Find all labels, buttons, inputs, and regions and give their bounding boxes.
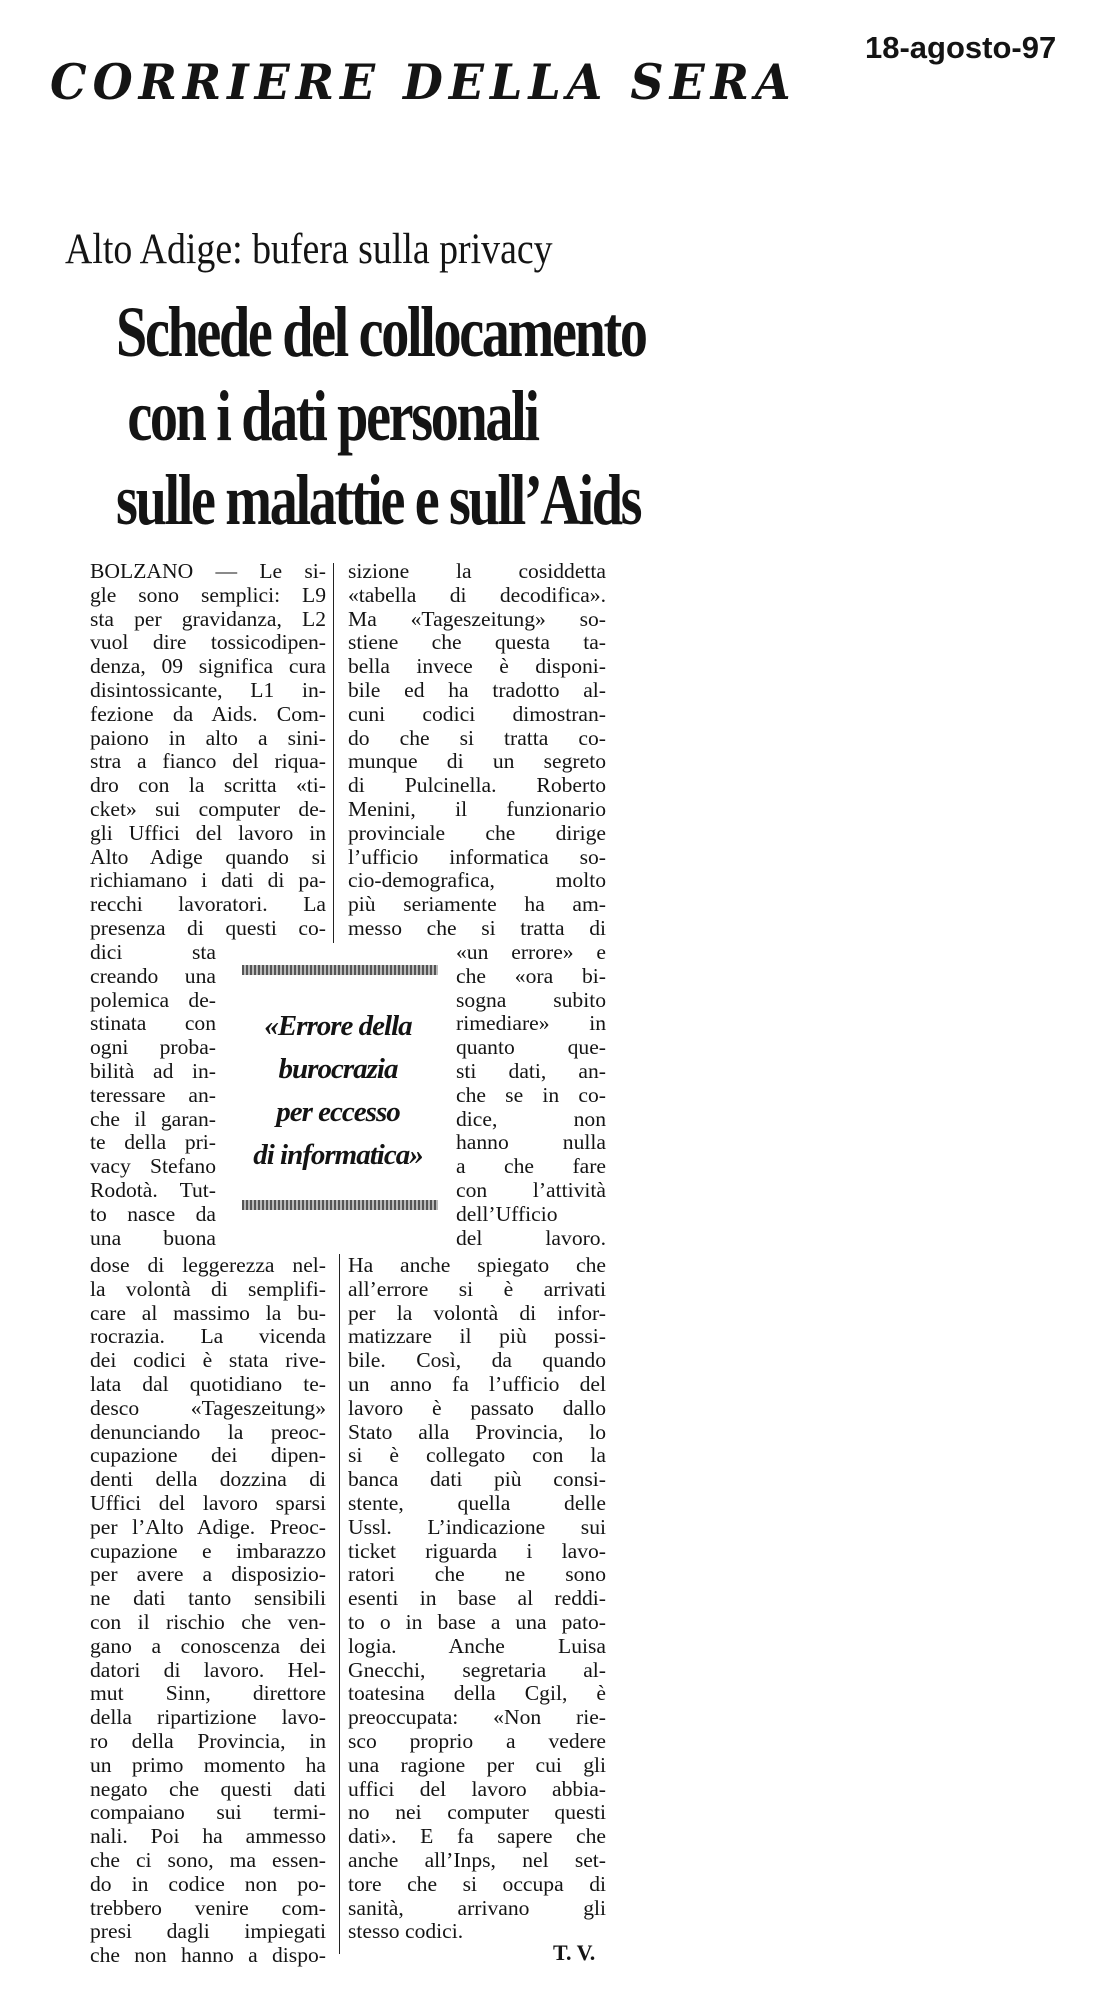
text-line: che il garan- bbox=[90, 1107, 216, 1131]
text-line: che non hanno a dispo- bbox=[90, 1944, 326, 1968]
text-line: quanto que- bbox=[456, 1036, 606, 1060]
pull-quote-line: burocrazia bbox=[278, 1053, 398, 1085]
pull-quote-line: per eccesso bbox=[276, 1096, 400, 1128]
text-line: «un errore» e bbox=[456, 941, 606, 964]
text-line: più seriamente ha am- bbox=[348, 893, 606, 917]
text-line: bilità ad in- bbox=[90, 1059, 216, 1083]
text-line: ticket riguarda i lavo- bbox=[348, 1539, 606, 1563]
text-line: to o in base a una pato- bbox=[348, 1610, 606, 1634]
text-line: denunciando la preoc- bbox=[90, 1420, 326, 1444]
text-line: richiamano i dati di pa- bbox=[90, 869, 326, 893]
pull-quote-rule bbox=[242, 1200, 438, 1210]
text-line: rocrazia. La vicenda bbox=[90, 1325, 326, 1349]
headline-line: con i dati personali bbox=[127, 376, 538, 456]
text-line: l’ufficio informatica so- bbox=[348, 845, 606, 869]
text-line: Gnecchi, segretaria al- bbox=[348, 1658, 606, 1682]
text-line: matizzare il più possi- bbox=[348, 1325, 606, 1349]
text-line: la volontà di semplifi- bbox=[90, 1277, 326, 1301]
text-line: lata dal quotidiano te- bbox=[90, 1372, 326, 1396]
pull-quote-box bbox=[234, 965, 442, 1210]
text-line: do che si tratta co- bbox=[348, 726, 606, 750]
text-line: Stato alla Provincia, lo bbox=[348, 1420, 606, 1444]
text-line: della ripartizione lavo- bbox=[90, 1706, 326, 1730]
text-line: lavoro è passato dallo bbox=[348, 1396, 606, 1420]
column-divider bbox=[339, 1254, 340, 1954]
text-line: denti della dozzina di bbox=[90, 1468, 326, 1492]
newspaper-masthead: CORRIERE DELLA SERA bbox=[50, 53, 797, 111]
text-line: BOLZANO — Le si- bbox=[90, 560, 326, 583]
text-line: una buona bbox=[90, 1226, 216, 1250]
text-line: hanno nulla bbox=[456, 1131, 606, 1155]
text-line: dice, non bbox=[456, 1107, 606, 1131]
article-column-1-top bbox=[90, 560, 326, 941]
text-line: ro della Provincia, in bbox=[90, 1729, 326, 1753]
text-line: anche all’Inps, nel set- bbox=[348, 1848, 606, 1872]
text-line: compaiano sui termi- bbox=[90, 1801, 326, 1825]
text-line: banca dati più consi- bbox=[348, 1468, 606, 1492]
text-line: no nei computer questi bbox=[348, 1801, 606, 1825]
text-line: denza, 09 significa cura bbox=[90, 655, 326, 679]
text-line: stiene che questa ta- bbox=[348, 631, 606, 655]
text-line: preoccupata: «Non rie- bbox=[348, 1706, 606, 1730]
text-line: gli Uffici del lavoro in bbox=[90, 821, 326, 845]
text-line: uffici del lavoro abbia- bbox=[348, 1777, 606, 1801]
text-line: ne dati tanto sensibili bbox=[90, 1587, 326, 1611]
text-line: Rodotà. Tut- bbox=[90, 1178, 216, 1202]
text-line: vuol dire tossicodipen- bbox=[90, 631, 326, 655]
text-line: che «ora bi- bbox=[456, 964, 606, 988]
text-line: cio-demografica, molto bbox=[348, 869, 606, 893]
text-line: te della pri- bbox=[90, 1131, 216, 1155]
text-line: sco proprio a vedere bbox=[348, 1729, 606, 1753]
headline-line: Schede del collocamento bbox=[116, 292, 646, 372]
text-line: un primo momento ha bbox=[90, 1753, 326, 1777]
text-line: «tabella di decodifica». bbox=[348, 583, 606, 607]
text-line: bile ed ha tradotto al- bbox=[348, 678, 606, 702]
pull-quote-line: «Errore della bbox=[264, 1010, 412, 1042]
text-line: ogni proba- bbox=[90, 1036, 216, 1060]
pull-quote bbox=[234, 1005, 442, 1177]
author-initials: T. V. bbox=[553, 1940, 596, 1965]
text-line: esenti in base al reddi- bbox=[348, 1587, 606, 1611]
text-line: stinata con bbox=[90, 1012, 216, 1036]
text-line: del lavoro. bbox=[456, 1226, 606, 1250]
text-line: ratori che ne sono bbox=[348, 1563, 606, 1587]
text-line: con il rischio che ven- bbox=[90, 1610, 326, 1634]
text-line: sanità, arrivano gli bbox=[348, 1896, 606, 1920]
article-column-2-top bbox=[348, 560, 606, 941]
text-line: tore che si occupa di bbox=[348, 1872, 606, 1896]
text-line: disintossicante, L1 in- bbox=[90, 678, 326, 702]
article-column-2-wrap bbox=[456, 941, 606, 1250]
text-line: recchi lavoratori. La bbox=[90, 893, 326, 917]
text-line: cket» sui computer de- bbox=[90, 797, 326, 821]
text-line: Uffici del lavoro sparsi bbox=[90, 1491, 326, 1515]
text-line: si è collegato con la bbox=[348, 1444, 606, 1468]
text-line: munque di un segreto bbox=[348, 750, 606, 774]
text-line: logia. Anche Luisa bbox=[348, 1634, 606, 1658]
text-line: stente, quella delle bbox=[348, 1491, 606, 1515]
text-line: stra a fianco del riqua- bbox=[90, 750, 326, 774]
text-line: sti dati, an- bbox=[456, 1059, 606, 1083]
text-line: all’errore si è arrivati bbox=[348, 1277, 606, 1301]
text-line: a che fare bbox=[456, 1155, 606, 1179]
text-line: un anno fa l’ufficio del bbox=[348, 1372, 606, 1396]
text-line: trebbero venire com- bbox=[90, 1896, 326, 1920]
text-line: dell’Ufficio bbox=[456, 1202, 558, 1226]
text-line: bella invece è disponi- bbox=[348, 655, 606, 679]
text-line: vacy Stefano bbox=[90, 1155, 216, 1179]
text-line: dro con la scritta «ti- bbox=[90, 774, 326, 798]
text-line: desco «Tageszeitung» bbox=[90, 1396, 326, 1420]
text-line: nali. Poi ha ammesso bbox=[90, 1825, 326, 1849]
text-line: negato che questi dati bbox=[90, 1777, 326, 1801]
text-line: do in codice non po- bbox=[90, 1872, 326, 1896]
article-column-1-wrap bbox=[90, 941, 216, 1250]
text-line: stesso codici. bbox=[348, 1920, 464, 1944]
text-line: presenza di questi co- bbox=[90, 916, 326, 940]
text-line: con l’attività bbox=[456, 1178, 606, 1202]
text-line: to nasce da bbox=[90, 1202, 216, 1226]
text-line: provinciale che dirige bbox=[348, 821, 606, 845]
article-kicker: Alto Adige: bufera sulla privacy bbox=[65, 226, 553, 273]
text-line: gle sono semplici: L9 bbox=[90, 583, 326, 607]
text-line: che ci sono, ma essen- bbox=[90, 1848, 326, 1872]
text-line: una ragione per cui gli bbox=[348, 1753, 606, 1777]
text-line: toatesina della Cgil, è bbox=[348, 1682, 606, 1706]
text-line: fezione da Aids. Com- bbox=[90, 702, 326, 726]
text-line: dici sta bbox=[90, 941, 216, 964]
text-line: cuni codici dimostran- bbox=[348, 702, 606, 726]
text-line: per l’Alto Adige. Preoc- bbox=[90, 1515, 326, 1539]
text-line: bile. Così, da quando bbox=[348, 1349, 606, 1373]
text-line: messo che si tratta di bbox=[348, 916, 606, 940]
text-line: cupazione e imbarazzo bbox=[90, 1539, 326, 1563]
pull-quote-line: di informatica» bbox=[253, 1139, 423, 1171]
text-line: sta per gravidanza, L2 bbox=[90, 607, 326, 631]
text-line: che se in co- bbox=[456, 1083, 606, 1107]
text-line: polemica de- bbox=[90, 988, 216, 1012]
text-line: di Pulcinella. Roberto bbox=[348, 774, 606, 798]
headline-line: sulle malattie e sull’Aids bbox=[116, 460, 641, 540]
text-line: per la volontà di infor- bbox=[348, 1301, 606, 1325]
text-line: creando una bbox=[90, 964, 216, 988]
text-line: gano a conoscenza dei bbox=[90, 1634, 326, 1658]
text-line: Ha anche spiegato che bbox=[348, 1254, 606, 1277]
pull-quote-rule bbox=[242, 965, 438, 975]
text-line: rimediare» in bbox=[456, 1012, 606, 1036]
text-line: cupazione dei dipen- bbox=[90, 1444, 326, 1468]
text-line: presi dagli impiegati bbox=[90, 1920, 326, 1944]
text-line: dati». E fa sapere che bbox=[348, 1825, 606, 1849]
text-line: sizione la cosiddetta bbox=[348, 560, 606, 583]
text-line: dose di leggerezza nel- bbox=[90, 1254, 326, 1277]
text-line: sogna subito bbox=[456, 988, 606, 1012]
article-headline bbox=[55, 290, 646, 542]
text-line: teressare an- bbox=[90, 1083, 216, 1107]
text-line: mut Sinn, direttore bbox=[90, 1682, 326, 1706]
column-divider bbox=[333, 563, 334, 943]
text-line: datori di lavoro. Hel- bbox=[90, 1658, 326, 1682]
text-line: Ma «Tageszeitung» so- bbox=[348, 607, 606, 631]
text-line: per avere a disposizio- bbox=[90, 1563, 326, 1587]
text-line: paiono in alto a sini- bbox=[90, 726, 326, 750]
article-column-2-bottom bbox=[348, 1254, 606, 1944]
text-line: dei codici è stata rive- bbox=[90, 1349, 326, 1373]
article-column-1-bottom bbox=[90, 1254, 326, 1968]
text-line: Ussl. L’indicazione sui bbox=[348, 1515, 606, 1539]
text-line: Alto Adige quando si bbox=[90, 845, 326, 869]
clipping-date: 18-agosto-97 bbox=[865, 30, 1057, 65]
text-line: Menini, il funzionario bbox=[348, 797, 606, 821]
text-line: care al massimo la bu- bbox=[90, 1301, 326, 1325]
